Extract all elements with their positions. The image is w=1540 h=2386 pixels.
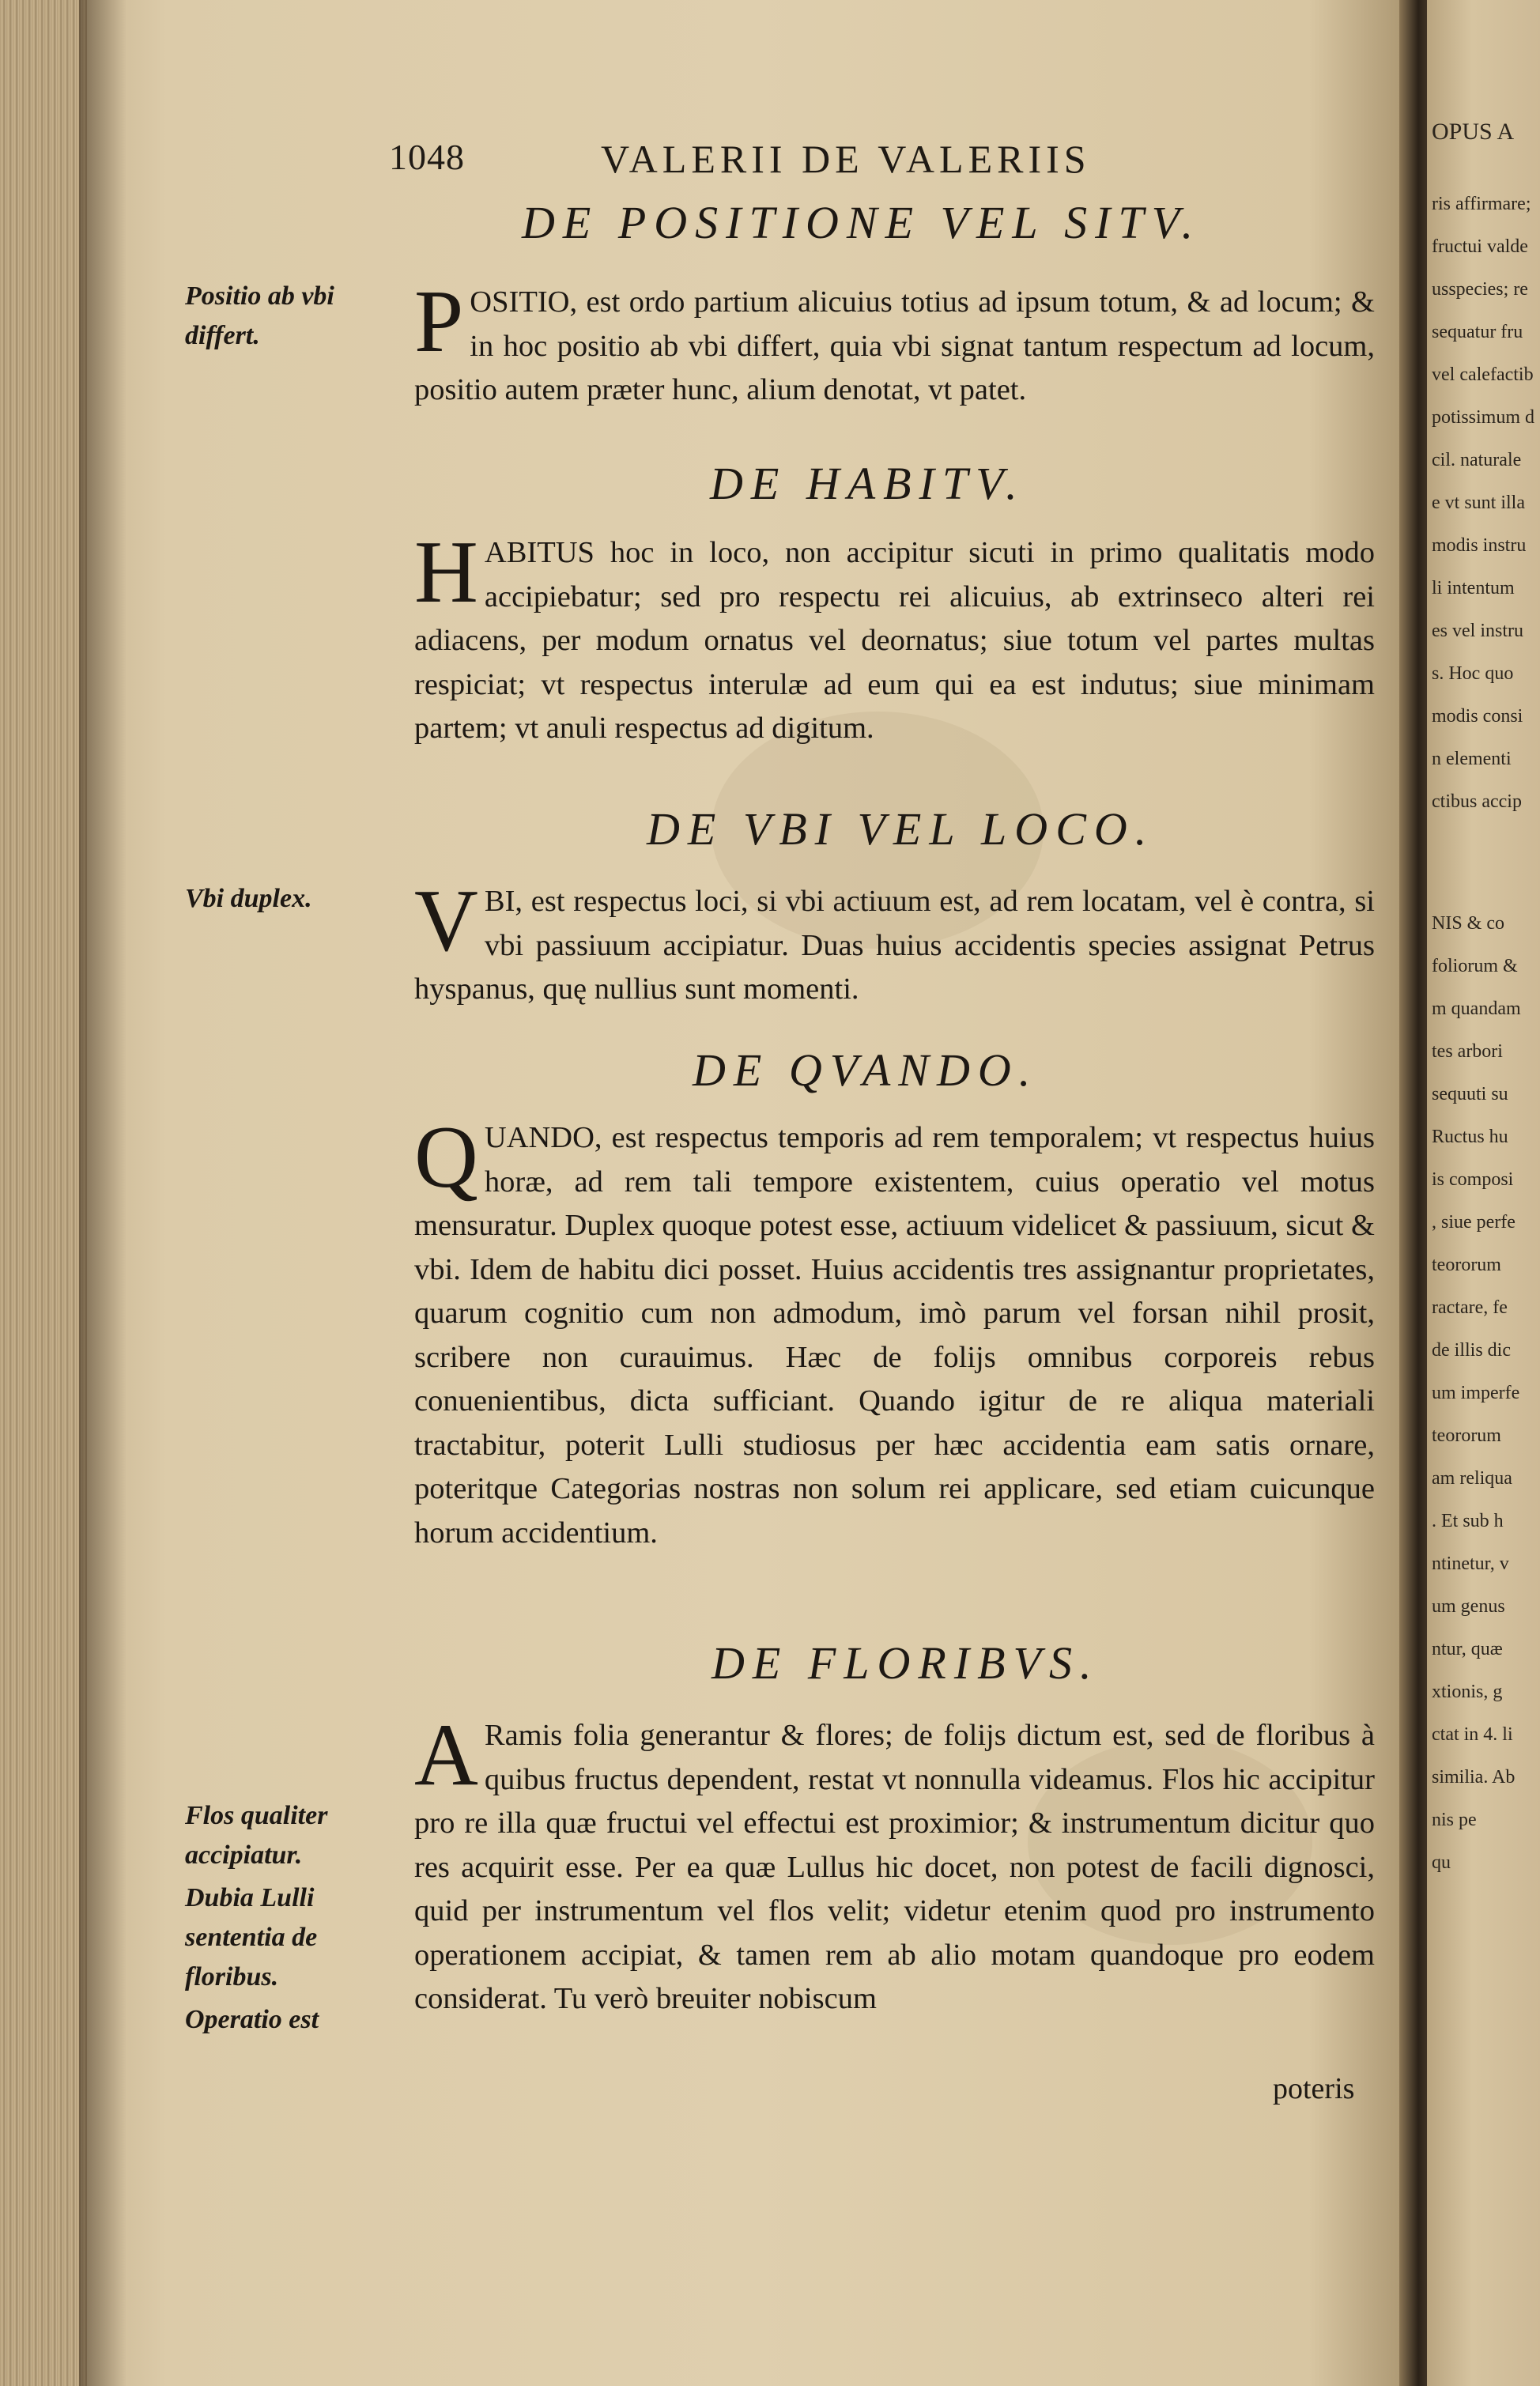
next-page-head: OPUS A (1432, 119, 1515, 145)
next-page-line: ntinetur, v (1432, 1554, 1509, 1574)
next-page-line: um imperfe (1432, 1383, 1520, 1403)
page-recto-partial (1427, 0, 1540, 2386)
next-page-line: teororum (1432, 1255, 1501, 1275)
next-page-line: um genus (1432, 1596, 1505, 1617)
next-page-line: cil. naturale (1432, 450, 1522, 470)
next-page-line: usspecies; re (1432, 279, 1528, 300)
next-page-line: foliorum & (1432, 956, 1518, 976)
paragraph-text: BI, est respectus loci, si vbi actiuum est, ad rem locatam, vel è contra, si vbi passiuum accipiatur. Duas huius accidentis species assignat Petrus hyspanus, quę nullius sunt momenti. (414, 885, 1375, 1006)
next-page-line: modis consi (1432, 706, 1523, 727)
next-page-line: similia. Ab (1432, 1767, 1515, 1788)
next-page-line: . Et sub h (1432, 1511, 1504, 1531)
next-page-line: sequuti su (1432, 1084, 1508, 1104)
next-page-line: nis pe (1432, 1810, 1477, 1830)
section-paragraph (414, 872, 1375, 1014)
section-paragraph (414, 273, 1375, 447)
next-page-line: li intentum (1432, 578, 1515, 598)
next-page-line: ctat in 4. li (1432, 1724, 1513, 1745)
next-page-line: de illis dic (1432, 1340, 1511, 1361)
next-page-line: vel calefactib (1432, 364, 1534, 385)
running-head (0, 136, 1540, 183)
section-heading: DE VBI VEL LOCO. (647, 803, 1155, 855)
paragraph-text: Ramis folia generantur & flores; de folijs dictum est, sed de floribus à quibus fructus dependent, restat vt nonnulla videamus. Flos hic accipitur pro re illa quæ fructui vel effectui est proximior; & instrumentum dicitur quo res acquirit esse. Per ea quæ Lullus hic docet, non potest de facili dignosci, quid per instrumentum vel flos velit; videtur etenim quod pro instrumento operationem accipiat, & tamen rem ab alio motam quandoque pro eodem considerat. Tu verò breuiter nobiscum (414, 1719, 1375, 2015)
next-page-line: ris affirmare; (1432, 194, 1531, 214)
drop-cap: Q (414, 1108, 478, 1206)
section-heading: DE HABITV. (710, 458, 1025, 509)
marginal-note: Vbi duplex. (185, 884, 312, 913)
next-page-line: ntur, quæ (1432, 1639, 1503, 1659)
next-page-line: teororum (1432, 1425, 1501, 1446)
next-page-line: xtionis, g (1432, 1682, 1503, 1702)
catchword: poteris (1273, 2072, 1355, 2105)
next-page-line: ctibus accip (1432, 791, 1522, 812)
paragraph-text: ABITUS hoc in loco, non accipitur sicuti in primo qualitatis modo accipiebatur; sed pro respectu rei alicuius, ab extrinseco alteri rei adiacens, per modum ornatus vel deornatus; siue totum vel partes multas respiciat; vt respectus interulæ ad eum qui ea est indutus; siue minimam partem; vt anuli respectus ad digitum. (414, 536, 1375, 745)
section-paragraph (414, 1706, 1375, 2070)
section-heading: DE FLORIBVS. (711, 1637, 1100, 1689)
next-page-line: es vel instru (1432, 621, 1523, 641)
gutter (1399, 0, 1431, 2386)
next-page-line: modis instru (1432, 535, 1527, 556)
next-page-line: NIS & co (1432, 913, 1504, 934)
paragraph-text: UANDO, est respectus temporis ad rem temporalem; vt respectus huius horæ, ad rem tali tempore existentem, cuius operatio vel motus mensuratur. Duplex quoque potest esse, actiuum videlicet & passiuum, sicut & vbi. Idem de habitu dici posset. Huius accidentis tres assignantur proprietates, quarum cognitio cum non admodum, imò parum vel forsan nihil prosit, scribere non curauimus. Hæc de folijs omnibus corporeis rebus conuenientibus, dicta sufficiant. Quando igitur de re aliqua materiali tractabitur, poterit Lulli studiosus per hæc accidentia eam satis ornare, poteritque Categorias nostras non solum rei applicare, sed etiam cuicunque horum accidentium. (414, 1121, 1375, 1550)
marginal-note: Positio ab vbi differt. (185, 281, 334, 350)
page-number: 1048 (389, 137, 465, 177)
section-heading: DE POSITIONE VEL SITV. (522, 197, 1202, 248)
next-page-line: m quandam (1432, 999, 1521, 1019)
next-page-line: am reliqua (1432, 1468, 1512, 1489)
next-page-line: Ructus hu (1432, 1127, 1508, 1147)
next-page-line: qu (1432, 1852, 1451, 1873)
drop-cap: V (414, 872, 478, 970)
next-page-line: e vt sunt illa (1432, 493, 1525, 513)
next-page-line: tes arbori (1432, 1041, 1503, 1062)
next-page-line: s. Hoc quo (1432, 663, 1514, 684)
section-heading: DE QVANDO. (693, 1044, 1039, 1096)
next-page-line: , siue perfe (1432, 1212, 1515, 1233)
next-page-line: potissimum d (1432, 407, 1535, 428)
marginal-note: Dubia Lulli sententia de floribus. (185, 1883, 318, 1991)
section-paragraph (414, 1108, 1375, 1630)
next-page-line: is composi (1432, 1169, 1514, 1190)
next-page-line: sequatur fru (1432, 322, 1523, 342)
running-title: VALERII DE VALERIIS (601, 137, 1091, 181)
next-page-line: ractare, fe (1432, 1297, 1508, 1318)
paragraph-text: OSITIO, est ordo partium alicuius totius ad ipsum totum, & ad locum; & in hoc positio ab vbi differt, quia vbi signat tantum respectum ad locum, positio autem præter hunc, alium denotat, vt patet. (414, 285, 1375, 406)
binding-shadow (79, 0, 126, 2386)
drop-cap: A (414, 1706, 478, 1804)
drop-cap: H (414, 523, 478, 621)
drop-cap: P (414, 273, 464, 371)
next-page-line: fructui valde (1432, 236, 1528, 257)
marginal-note: Operatio est (185, 2005, 319, 2034)
next-page-line: n elementi (1432, 749, 1512, 769)
page-edges-left (0, 0, 87, 2386)
section-paragraph (414, 523, 1375, 792)
marginal-note: Flos qualiter accipiatur. (185, 1801, 328, 1870)
